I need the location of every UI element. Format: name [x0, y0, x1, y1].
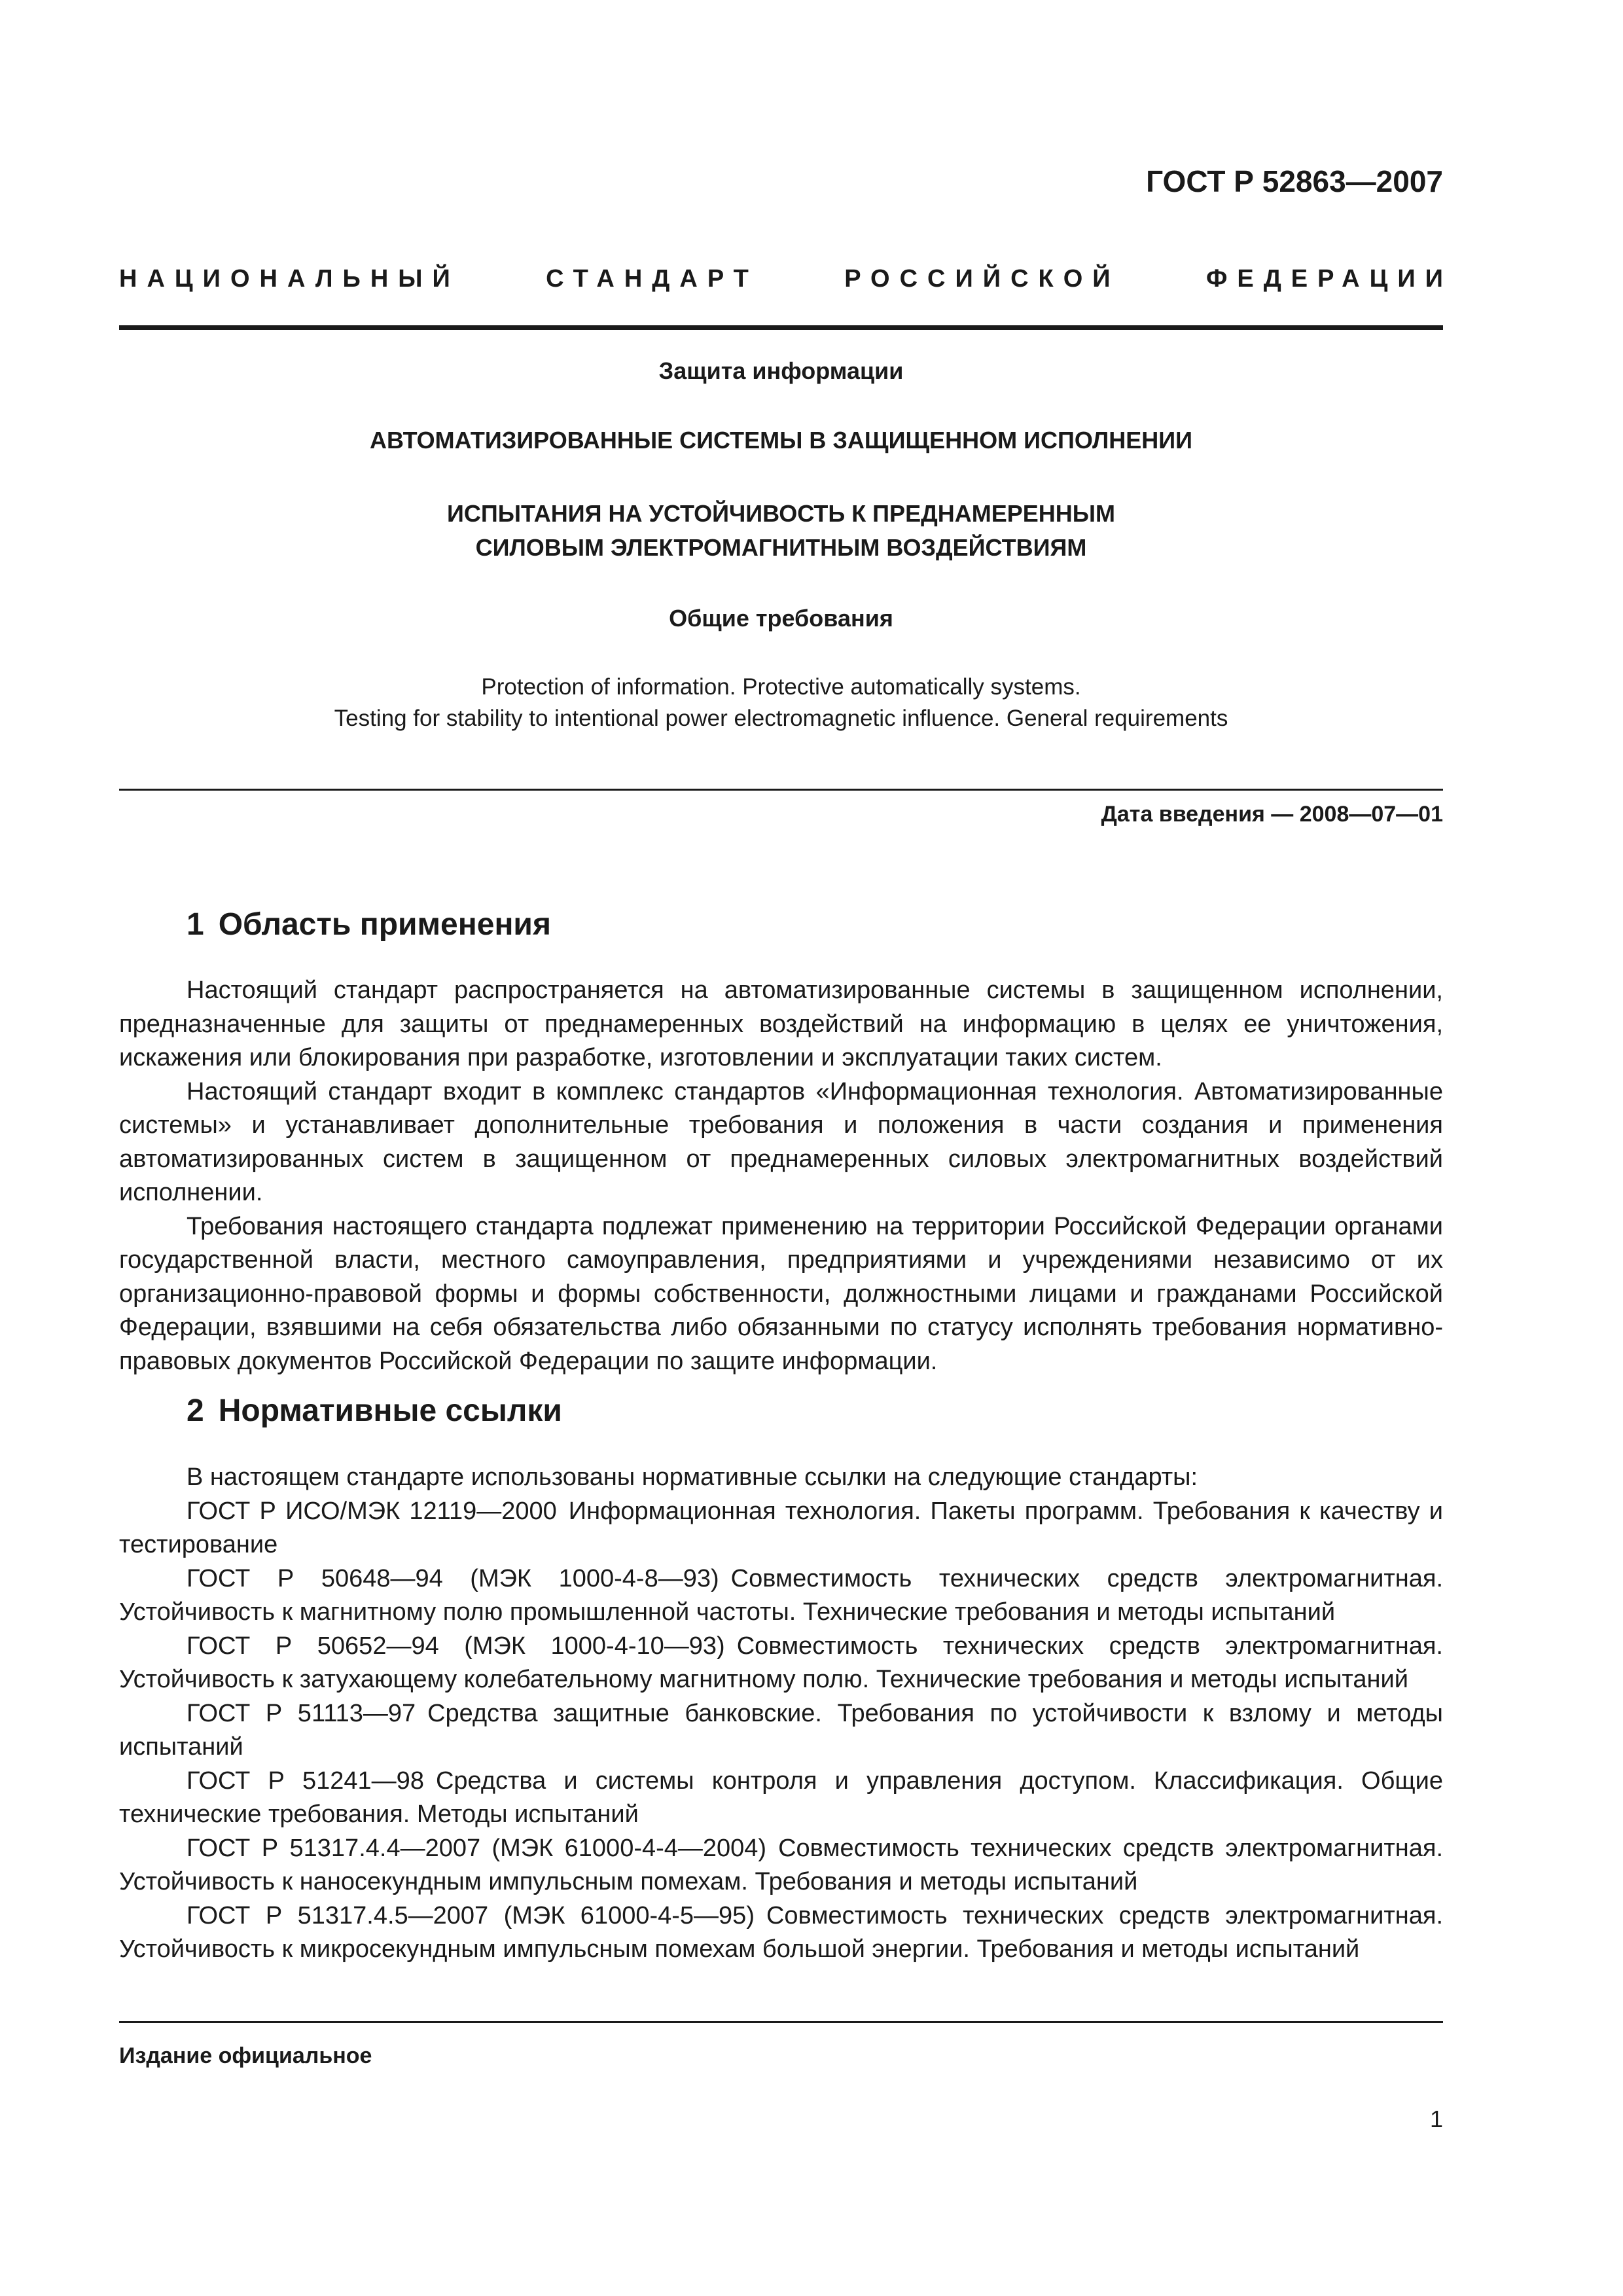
reference-code: ГОСТ Р ИСО/МЭК 12119—2000	[187, 1497, 557, 1525]
reference-text: Совместимость технических средств электромагнитная. Устойчивость к магнитному полю промышленной частоты. Технические требования и методы испытаний	[119, 1564, 1443, 1626]
title-general-requirements: Общие требования	[669, 605, 893, 632]
header-divider	[119, 325, 1443, 330]
list-item	[119, 1697, 1443, 1765]
paragraph: Настоящий стандарт распространяется на автоматизированные системы в защищенном исполнении, предназначенные для защиты от преднамеренных воздействий на информацию в целях ее уничтожения, искажения или блокирования при разработке, изготовлении и эксплуатации таких систем.	[119, 977, 1443, 1071]
list-item	[119, 1832, 1443, 1899]
section-title: Область применения	[218, 907, 551, 942]
list-item	[119, 1899, 1443, 1967]
section-number: 2	[187, 1393, 204, 1428]
reference-code: ГОСТ Р 51113—97	[187, 1699, 416, 1727]
list-item	[119, 1495, 1443, 1562]
references-lead: В настоящем стандарте использованы нормативные ссылки на следующие стандарты:	[187, 1463, 1198, 1491]
banner-word: ФЕДЕРАЦИИ	[1205, 265, 1453, 293]
reference-text: Совместимость технических средств электромагнитная. Устойчивость к наносекундным импульсным помехам. Требования и методы испытаний	[119, 1834, 1444, 1895]
reference-text: Совместимость технических средств электромагнитная. Устойчивость к микросекундным импульсным помехам большой энергии. Требования и методы испытаний	[119, 1901, 1444, 1963]
standard-code: ГОСТ Р 52863—2007	[1146, 164, 1443, 198]
footer-divider	[119, 2021, 1443, 2023]
introduction-date: Дата введения — 2008—07—01	[1101, 802, 1443, 827]
title-topic: Защита информации	[658, 357, 904, 384]
english-title-line2: Testing for stability to intentional power electromagnetic influence. General requirements	[334, 706, 1228, 731]
list-item	[119, 1630, 1443, 1697]
title-sub-line2: СИЛОВЫМ ЭЛЕКТРОМАГНИТНЫМ ВОЗДЕЙСТВИЯМ	[475, 534, 1087, 561]
reference-text: Средства защитные банковские. Требования по устойчивости к взлому и методы испытаний	[119, 1699, 1443, 1761]
banner-word: РОССИЙСКОЙ	[844, 265, 1120, 293]
section-heading	[187, 906, 551, 942]
section-number: 1	[187, 907, 204, 942]
official-edition-label: Издание официальное	[119, 2043, 372, 2068]
reference-code: ГОСТ Р 51317.4.5—2007 (МЭК 61000-4-5—95)	[187, 1901, 755, 1929]
section-heading	[187, 1393, 562, 1429]
references-list	[119, 1495, 1443, 1967]
reference-text: Совместимость технических средств электромагнитная. Устойчивость к затухающему колебательному магнитному полю. Технические требования и методы испытаний	[119, 1632, 1443, 1693]
page-number: 1	[1429, 2106, 1443, 2132]
section-title: Нормативные ссылки	[218, 1393, 562, 1428]
title-divider	[119, 789, 1443, 791]
english-title-line1: Protection of information. Protective automatically systems.	[481, 674, 1081, 700]
paragraph: Требования настоящего стандарта подлежат применению на территории Российской Федерации органами государственной власти, местного самоуправления, предприятиями и учреждениями независимо от их организационно-правовой формы и формы собственности, должностными лицами и гражданами Российской Федерации, взявшими на себя обязательства либо обязанными по статусу исполнять требования нормативно-правовых документов Российской Федерации по защите информации.	[119, 1212, 1443, 1375]
title-sub-line1: ИСПЫТАНИЯ НА УСТОЙЧИВОСТЬ К ПРЕДНАМЕРЕННЫМ	[447, 500, 1115, 527]
reference-code: ГОСТ Р 50652—94 (МЭК 1000-4-10—93)	[187, 1632, 725, 1660]
title-main: АВТОМАТИЗИРОВАННЫЕ СИСТЕМЫ В ЗАЩИЩЕННОМ ИСПОЛНЕНИИ	[369, 427, 1193, 454]
national-standard-banner	[119, 265, 1453, 293]
list-item	[119, 1562, 1443, 1630]
references-body	[119, 1461, 1443, 1967]
list-item	[119, 1765, 1443, 1832]
section-body	[119, 974, 1443, 1378]
reference-code: ГОСТ Р 51317.4.4—2007 (МЭК 61000-4-4—2004)	[187, 1834, 767, 1862]
banner-word: СТАНДАРТ	[546, 265, 758, 293]
reference-text: Средства и системы контроля и управления доступом. Классификация. Общие технические требования. Методы испытаний	[119, 1767, 1443, 1828]
reference-code: ГОСТ Р 51241—98	[187, 1767, 424, 1795]
reference-text: Информационная технология. Пакеты программ. Требования к качеству и тестирование	[119, 1497, 1444, 1558]
reference-code: ГОСТ Р 50648—94 (МЭК 1000-4-8—93)	[187, 1564, 719, 1592]
banner-word: НАЦИОНАЛЬНЫЙ	[119, 265, 460, 293]
paragraph: Настоящий стандарт входит в комплекс стандартов «Информационная технология. Автоматизированные системы» и устанавливает дополнительные требования и положения в части создания и применения автоматизированных систем в защищенном от преднамеренных силовых электромагнитных воздействий исполнении.	[119, 1077, 1443, 1206]
